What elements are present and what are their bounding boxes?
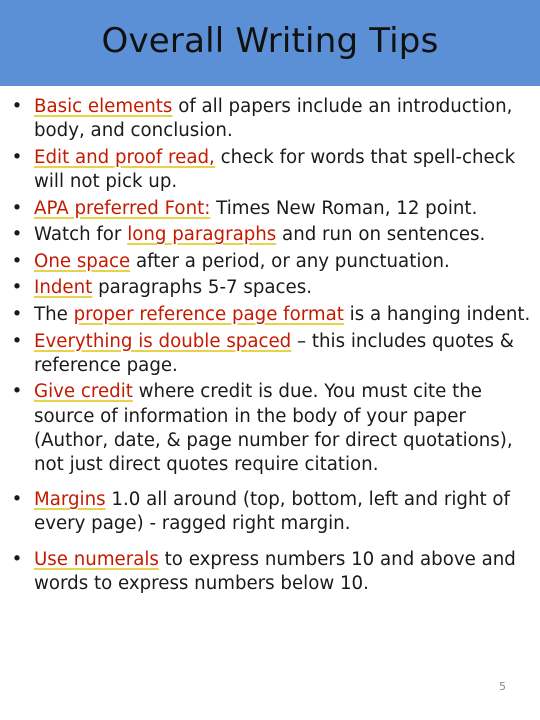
bullet-item bbox=[4, 146, 536, 194]
highlighted-term: One space bbox=[34, 250, 131, 272]
bullet-item bbox=[4, 223, 536, 247]
bullet-dot: • bbox=[11, 250, 23, 272]
bullet-item bbox=[4, 330, 536, 378]
bullet-text: is a hanging indent. bbox=[343, 303, 531, 325]
bullet-dot: • bbox=[11, 381, 23, 403]
bullet-dot: • bbox=[11, 146, 23, 168]
bullet-item bbox=[4, 488, 536, 536]
highlighted-term: proper reference page format bbox=[73, 303, 344, 325]
highlighted-term: long paragraphs bbox=[127, 224, 277, 246]
bullet-item bbox=[4, 197, 536, 221]
bullet-item bbox=[4, 250, 536, 274]
bullet-dot: • bbox=[11, 303, 23, 325]
bullet-text: Times New Roman, 12 point. bbox=[210, 197, 478, 219]
page-number: 5 bbox=[499, 680, 506, 693]
highlighted-term: APA preferred Font: bbox=[34, 197, 211, 219]
bullet-item bbox=[4, 548, 536, 596]
bullet-item bbox=[4, 276, 536, 300]
page-title: Overall Writing Tips bbox=[101, 21, 439, 61]
bullet-text: 1.0 all around (top, bottom, left and right of every page) - ragged right margin. bbox=[34, 489, 510, 535]
title-bar bbox=[0, 0, 540, 86]
bullet-text: check for words that spell-check will not pick up. bbox=[34, 146, 516, 192]
bullet-list bbox=[4, 95, 536, 598]
bullet-text: and run on sentences. bbox=[276, 224, 486, 246]
bullet-text: paragraphs 5-7 spaces. bbox=[92, 277, 312, 299]
bullet-dot: • bbox=[11, 277, 23, 299]
highlighted-term: Use numerals bbox=[34, 548, 159, 570]
highlighted-term: Give credit bbox=[34, 381, 133, 403]
bullet-text: to express numbers 10 and above and words to express numbers below 10. bbox=[34, 548, 516, 594]
bullet-text: where credit is due. You must cite the source of information in the body of your paper (Author, date, & page number for direct quotations), not just direct quotes require citation. bbox=[34, 381, 513, 475]
bullet-text-lead: The bbox=[34, 303, 74, 325]
bullet-dot: • bbox=[11, 96, 23, 117]
bullet-dot: • bbox=[11, 330, 23, 352]
bullet-text: – this includes quotes & reference page. bbox=[34, 330, 514, 376]
bullet-item bbox=[4, 95, 536, 143]
bullet-dot: • bbox=[11, 489, 23, 511]
bullet-dot: • bbox=[11, 548, 23, 570]
bullet-dot: • bbox=[11, 197, 23, 219]
highlighted-term: Edit and proof read, bbox=[34, 146, 215, 168]
bullet-item bbox=[4, 380, 536, 477]
bullet-text: of all papers include an introduction, body, and conclusion. bbox=[34, 96, 513, 142]
bullet-text: after a period, or any punctuation. bbox=[130, 250, 450, 272]
highlighted-term: Margins bbox=[34, 489, 106, 511]
highlighted-term: Indent bbox=[34, 277, 93, 299]
highlighted-term: Everything is double spaced bbox=[34, 330, 292, 352]
bullet-item bbox=[4, 303, 536, 327]
bullet-text-lead: Watch for bbox=[34, 224, 128, 246]
highlighted-term: Basic elements bbox=[34, 96, 173, 117]
bullet-dot: • bbox=[11, 224, 23, 246]
